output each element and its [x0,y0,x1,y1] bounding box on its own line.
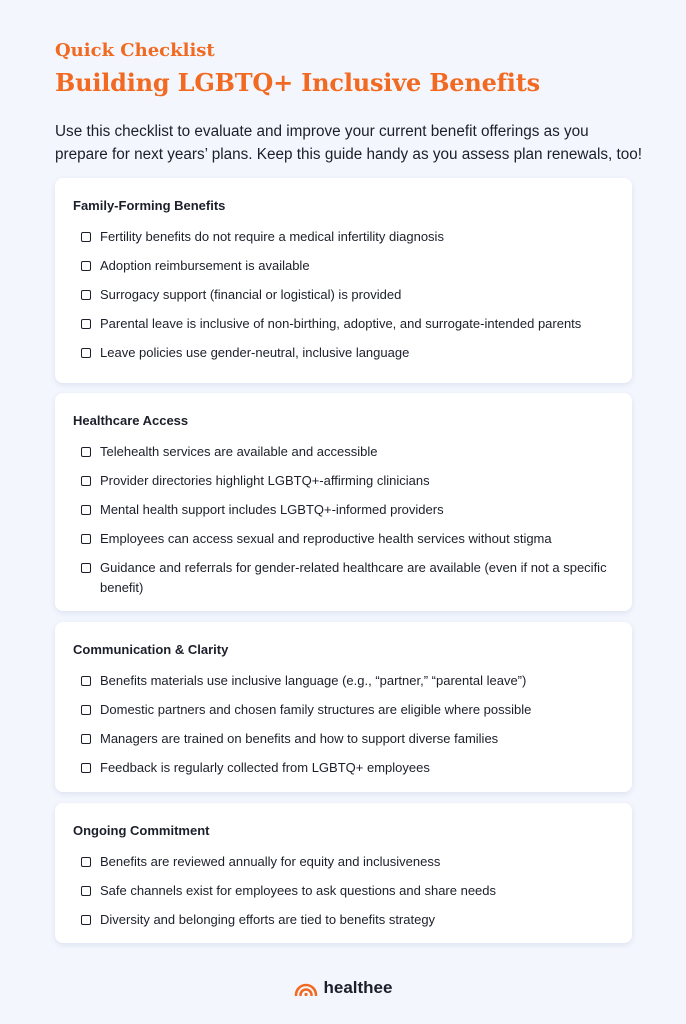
section-heading: Ongoing Commitment [73,823,210,838]
checklist-item[interactable]: Managers are trained on benefits and how to support diverse families [73,729,614,749]
section-card-family-forming [55,178,632,383]
section-card-communication [55,622,632,792]
checklist-item[interactable]: Surrogacy support (financial or logistical) is provided [73,285,614,305]
intro-paragraph: Use this checklist to evaluate and improve your current benefit offerings as you prepare for next years’ plans. Keep this guide handy as you assess plan renewals, too! [55,123,643,163]
checkbox-icon[interactable] [81,261,91,271]
checkbox-icon[interactable] [81,319,91,329]
checklist-item[interactable]: Safe channels exist for employees to ask questions and share needs [73,881,614,901]
checklist-item[interactable]: Mental health support includes LGBTQ+-informed providers [73,500,614,520]
section-card-healthcare-access [55,393,632,611]
checkbox-icon[interactable] [81,348,91,358]
rainbow-arcs-icon [294,980,318,996]
checklist-item[interactable]: Diversity and belonging efforts are tied to benefits strategy [73,910,614,930]
checkbox-icon[interactable] [81,505,91,515]
checklist-item[interactable]: Telehealth services are available and accessible [73,442,614,462]
checkbox-icon[interactable] [81,705,91,715]
section-card-ongoing-commitment [55,803,632,943]
checkbox-icon[interactable] [81,290,91,300]
checkbox-icon[interactable] [81,763,91,773]
checkbox-icon[interactable] [81,534,91,544]
checklist-item[interactable]: Benefits materials use inclusive language (e.g., “partner,” “parental leave”) [73,671,614,691]
checkbox-icon[interactable] [81,563,91,573]
checkbox-icon[interactable] [81,476,91,486]
checklist-item[interactable]: Leave policies use gender-neutral, inclusive language [73,343,614,363]
checklist-item[interactable]: Guidance and referrals for gender-related healthcare are available (even if not a specific benefit) [73,558,614,598]
checklist-item[interactable]: Benefits are reviewed annually for equity and inclusiveness [73,852,614,872]
checklist-item[interactable]: Adoption reimbursement is available [73,256,614,276]
checklist-item[interactable]: Fertility benefits do not require a medical infertility diagnosis [73,227,614,247]
checklist-item[interactable]: Feedback is regularly collected from LGBTQ+ employees [73,758,614,778]
checklist-item[interactable]: Parental leave is inclusive of non-birthing, adoptive, and surrogate-intended parents [73,314,614,334]
brand-logo [0,978,686,998]
checklist-item[interactable]: Provider directories highlight LGBTQ+-affirming clinicians [73,471,614,491]
checkbox-icon[interactable] [81,734,91,744]
checkbox-icon[interactable] [81,447,91,457]
checkbox-icon[interactable] [81,676,91,686]
checklist-item[interactable]: Employees can access sexual and reproductive health services without stigma [73,529,614,549]
eyebrow-label: Quick Checklist [55,40,215,61]
checkbox-icon[interactable] [81,232,91,242]
brand-name: healthee [323,978,393,997]
checkbox-icon[interactable] [81,886,91,896]
section-heading: Healthcare Access [73,413,189,428]
page-title: Building LGBTQ+ Inclusive Benefits [55,68,540,97]
checkbox-icon[interactable] [81,857,91,867]
section-heading: Communication & Clarity [73,642,229,657]
checkbox-icon[interactable] [81,915,91,925]
section-heading: Family-Forming Benefits [73,198,226,213]
checklist-item[interactable]: Domestic partners and chosen family structures are eligible where possible [73,700,614,720]
